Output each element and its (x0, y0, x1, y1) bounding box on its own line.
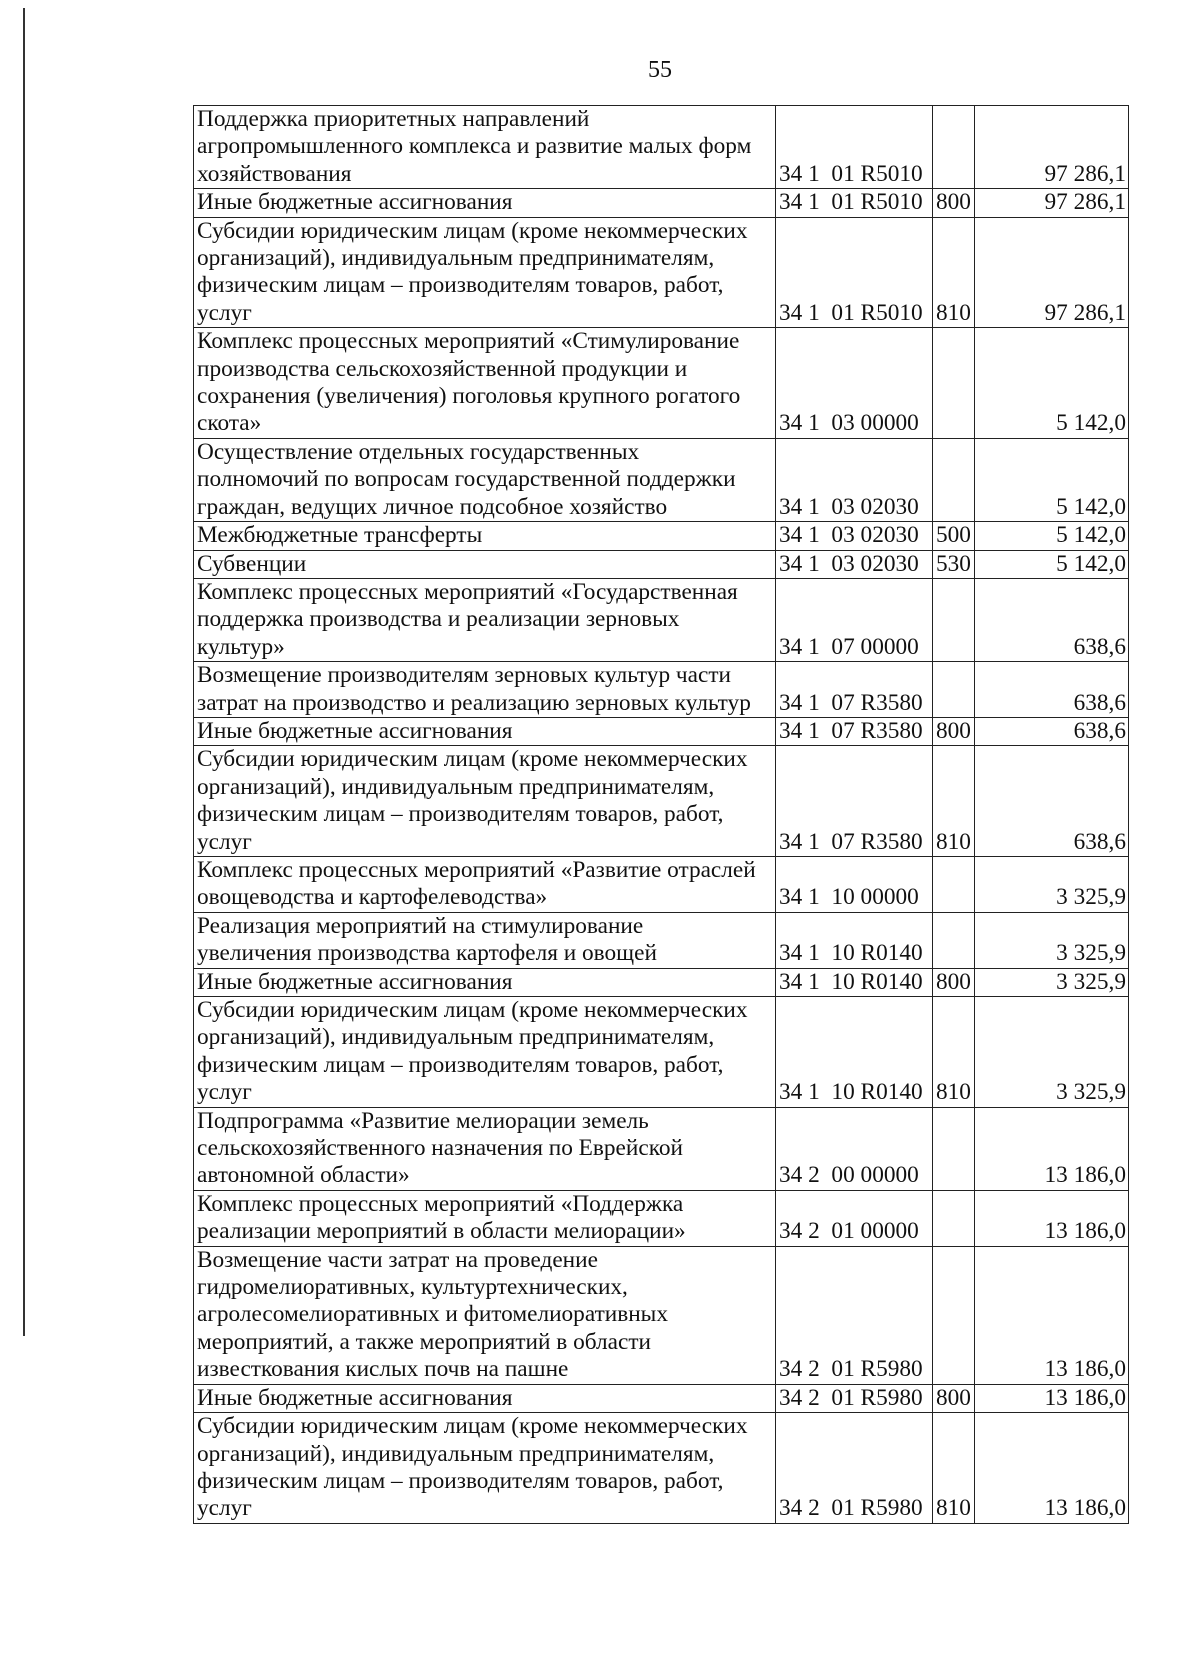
row-name-line: Межбюджетные трансферты (197, 522, 483, 549)
row-expense-type (933, 662, 975, 718)
row-name-line: услуг (197, 1079, 252, 1106)
row-name-cell (194, 550, 776, 578)
row-name-line: физическим лицам – производителям товаров, работ, (197, 801, 724, 828)
row-expense-type (933, 1190, 975, 1246)
table-row (194, 1384, 1129, 1412)
row-name-line: Комплекс процессных мероприятий «Государственная (197, 578, 738, 605)
row-expense-type: 530 (933, 550, 975, 578)
row-amount: 638,6 (975, 746, 1129, 857)
row-name-line: Субсидии юридическим лицам (кроме некоммерческих (197, 997, 748, 1023)
row-program-code: 34 1 01 R5010 (776, 106, 933, 189)
row-expense-type: 800 (933, 717, 975, 745)
row-program-code: 34 2 01 00000 (776, 1190, 933, 1246)
row-name-line: полномочий по вопросам государственной поддержки (197, 466, 736, 493)
row-amount: 13 186,0 (975, 1384, 1129, 1412)
row-name-line: сельскохозяйственного назначения по Еврейской (197, 1135, 683, 1162)
row-name-cell (194, 217, 776, 328)
row-amount: 13 186,0 (975, 1107, 1129, 1190)
row-amount: 638,6 (975, 662, 1129, 718)
table-row (194, 717, 1129, 745)
table-row (194, 1413, 1129, 1524)
row-name-line: Комплекс процессных мероприятий «Стимулирование (197, 328, 740, 355)
row-name-line: граждан, ведущих личное подсобное хозяйство (197, 493, 668, 520)
row-amount: 5 142,0 (975, 522, 1129, 550)
row-name-line: хозяйствования (197, 160, 352, 187)
row-name-line: физическим лицам – производителям товаров, работ, (197, 1467, 724, 1494)
row-expense-type: 810 (933, 217, 975, 328)
row-name-cell (194, 1107, 776, 1190)
table-row (194, 550, 1129, 578)
row-program-code: 34 1 01 R5010 (776, 217, 933, 328)
table-row (194, 662, 1129, 718)
row-name-line: Реализация мероприятий на стимулирование (197, 912, 644, 939)
row-expense-type (933, 856, 975, 912)
row-amount: 638,6 (975, 578, 1129, 661)
row-name-line: затрат на производство и реализацию зерновых культур (197, 689, 751, 716)
row-name-cell (194, 662, 776, 718)
table-row (194, 578, 1129, 661)
row-program-code: 34 2 01 R5980 (776, 1246, 933, 1384)
row-name-line: Иные бюджетные ассигнования (197, 1384, 513, 1411)
row-name-line: организаций), индивидуальным предпринимателям, (197, 245, 715, 272)
row-amount: 5 142,0 (975, 438, 1129, 521)
row-name-cell (194, 1384, 776, 1412)
row-name-cell (194, 578, 776, 661)
row-program-code: 34 1 07 R3580 (776, 746, 933, 857)
row-amount: 13 186,0 (975, 1413, 1129, 1524)
row-expense-type: 800 (933, 1384, 975, 1412)
row-name-cell (194, 1190, 776, 1246)
binding-margin-line (23, 8, 25, 1336)
table-row (194, 746, 1129, 857)
row-program-code: 34 1 07 R3580 (776, 717, 933, 745)
row-name-line: сохранения (увеличения) поголовья крупного рогатого (197, 383, 741, 410)
row-name-line: скота» (197, 410, 262, 437)
row-name-line: физическим лицам – производителям товаров, работ, (197, 272, 724, 299)
row-program-code: 34 2 00 00000 (776, 1107, 933, 1190)
row-program-code: 34 1 03 02030 (776, 438, 933, 521)
row-name-line: физическим лицам – производителям товаров, работ, (197, 1051, 724, 1078)
row-name-line: агропромышленного комплекса и развитие малых форм (197, 133, 752, 160)
row-name-line: Осуществление отдельных государственных (197, 438, 640, 465)
row-name-line: производства сельскохозяйственной продукции и (197, 355, 688, 382)
table-row (194, 856, 1129, 912)
row-name-cell (194, 912, 776, 968)
row-name-line: услуг (197, 828, 252, 855)
row-name-line: организаций), индивидуальным предпринимателям, (197, 1440, 715, 1467)
row-amount: 638,6 (975, 717, 1129, 745)
row-expense-type: 810 (933, 746, 975, 857)
row-amount: 3 325,9 (975, 997, 1129, 1108)
table-row (194, 328, 1129, 439)
table-row (194, 217, 1129, 328)
row-name-cell (194, 522, 776, 550)
row-expense-type (933, 328, 975, 439)
row-expense-type: 810 (933, 1413, 975, 1524)
table-row (194, 997, 1129, 1108)
row-name-line: Субсидии юридическим лицам (кроме некоммерческих (197, 746, 748, 773)
row-expense-type: 800 (933, 189, 975, 217)
row-name-cell (194, 997, 776, 1108)
page-number: 55 (648, 57, 672, 83)
row-name-line: Комплекс процессных мероприятий «Поддержка (197, 1190, 684, 1217)
row-expense-type (933, 912, 975, 968)
row-name-cell (194, 1413, 776, 1524)
row-program-code: 34 1 01 R5010 (776, 189, 933, 217)
row-name-cell (194, 1246, 776, 1384)
row-name-line: организаций), индивидуальным предпринимателям, (197, 1024, 715, 1051)
row-name-line: Субсидии юридическим лицам (кроме некоммерческих (197, 1413, 748, 1440)
row-expense-type: 810 (933, 997, 975, 1108)
row-amount: 5 142,0 (975, 328, 1129, 439)
row-expense-type: 800 (933, 968, 975, 996)
table-row (194, 438, 1129, 521)
row-amount: 3 325,9 (975, 968, 1129, 996)
row-name-cell (194, 106, 776, 189)
row-name-line: Возмещение части затрат на проведение (197, 1246, 598, 1273)
row-name-line: гидромелиоративных, культуртехнических, (197, 1274, 628, 1301)
row-name-line: Иные бюджетные ассигнования (197, 968, 513, 995)
table-row (194, 912, 1129, 968)
row-program-code: 34 1 03 02030 (776, 550, 933, 578)
row-program-code: 34 1 03 02030 (776, 522, 933, 550)
row-amount: 3 325,9 (975, 856, 1129, 912)
row-expense-type (933, 578, 975, 661)
row-expense-type (933, 1107, 975, 1190)
row-name-line: поддержка производства и реализации зерновых (197, 606, 680, 633)
row-name-cell (194, 328, 776, 439)
row-expense-type (933, 438, 975, 521)
row-name-line: Иные бюджетные ассигнования (197, 189, 513, 216)
row-name-line: Субвенции (197, 550, 307, 577)
row-name-line: мероприятий, а также мероприятий в области (197, 1328, 652, 1355)
row-amount: 13 186,0 (975, 1190, 1129, 1246)
row-name-cell (194, 856, 776, 912)
table-row (194, 1107, 1129, 1190)
row-amount: 13 186,0 (975, 1246, 1129, 1384)
row-name-line: услуг (197, 1495, 252, 1522)
row-program-code: 34 1 07 R3580 (776, 662, 933, 718)
table-row (194, 106, 1129, 189)
table-row (194, 189, 1129, 217)
row-amount: 5 142,0 (975, 550, 1129, 578)
row-name-cell (194, 746, 776, 857)
row-program-code: 34 1 07 00000 (776, 578, 933, 661)
row-name-line: реализации мероприятий в области мелиорации» (197, 1218, 686, 1245)
row-name-line: культур» (197, 633, 285, 660)
row-name-line: овощеводства и картофелеводства» (197, 884, 548, 911)
row-name-line: услуг (197, 299, 252, 326)
row-name-line: Иные бюджетные ассигнования (197, 717, 513, 744)
row-program-code: 34 1 10 R0140 (776, 912, 933, 968)
row-name-line: Подпрограмма «Развитие мелиорации земель (197, 1107, 649, 1134)
row-name-line: агролесомелиоративных и фитомелиоративных (197, 1301, 668, 1328)
table-row (194, 522, 1129, 550)
row-expense-type: 500 (933, 522, 975, 550)
row-name-line: организаций), индивидуальным предпринимателям, (197, 773, 715, 800)
row-name-cell (194, 717, 776, 745)
row-name-line: Возмещение производителям зерновых культур части (197, 662, 731, 689)
row-name-cell (194, 438, 776, 521)
row-amount: 97 286,1 (975, 217, 1129, 328)
row-program-code: 34 1 03 00000 (776, 328, 933, 439)
row-expense-type (933, 1246, 975, 1384)
row-name-line: Поддержка приоритетных направлений (197, 106, 590, 132)
row-name-line: известкования кислых почв на пашне (197, 1356, 569, 1383)
row-amount: 97 286,1 (975, 189, 1129, 217)
row-name-line: автономной области» (197, 1162, 410, 1189)
row-name-line: Комплекс процессных мероприятий «Развитие отраслей (197, 856, 756, 883)
row-program-code: 34 1 10 00000 (776, 856, 933, 912)
table-row (194, 968, 1129, 996)
row-amount: 3 325,9 (975, 912, 1129, 968)
row-program-code: 34 1 10 R0140 (776, 997, 933, 1108)
table-row (194, 1190, 1129, 1246)
row-name-line: увеличения производства картофеля и овощей (197, 940, 657, 967)
row-name-cell (194, 189, 776, 217)
row-amount: 97 286,1 (975, 106, 1129, 189)
row-program-code: 34 2 01 R5980 (776, 1413, 933, 1524)
row-program-code: 34 1 10 R0140 (776, 968, 933, 996)
row-name-cell (194, 968, 776, 996)
table-row (194, 1246, 1129, 1384)
row-expense-type (933, 106, 975, 189)
budget-allocation-table (193, 105, 1129, 1524)
row-program-code: 34 2 01 R5980 (776, 1384, 933, 1412)
row-name-line: Субсидии юридическим лицам (кроме некоммерческих (197, 217, 748, 244)
